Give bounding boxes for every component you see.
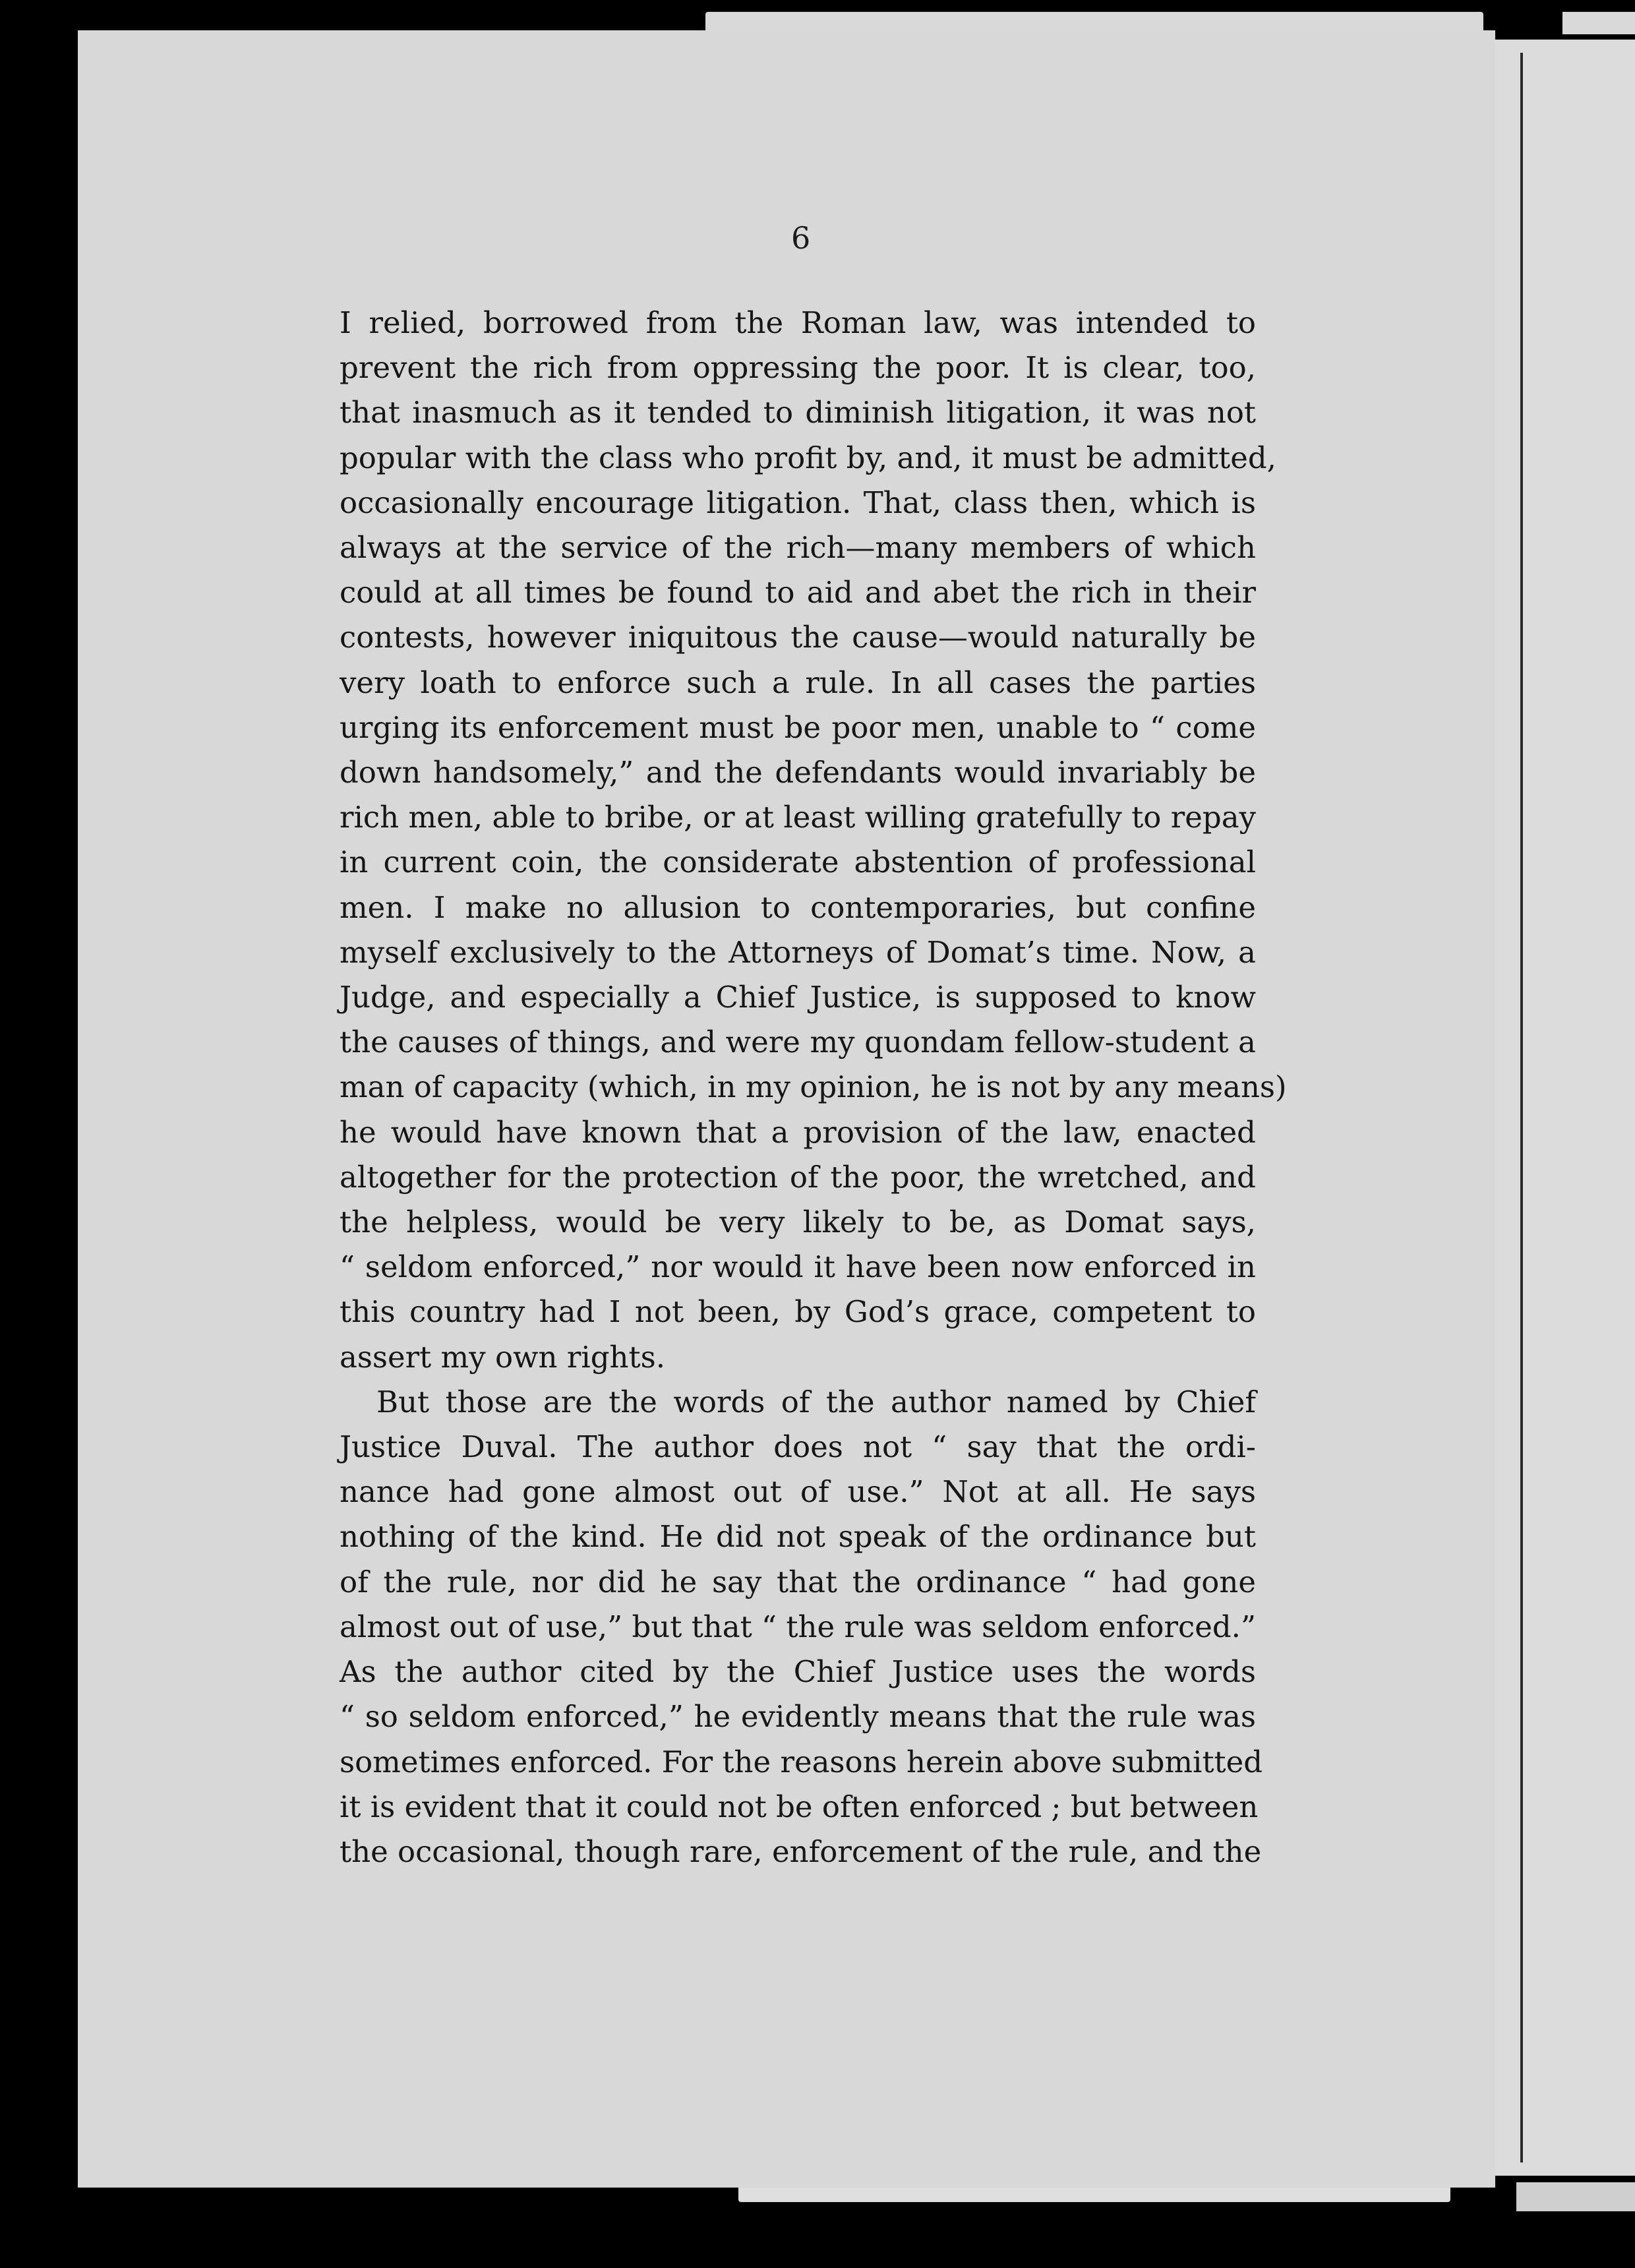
text-line: contests, however iniquitous the cause—would naturally be xyxy=(340,620,1256,655)
text-line: popular with the class who profit by, and, it must be admitted, xyxy=(340,440,1276,475)
text-line: the occasional, though rare, enforcement of the rule, and the xyxy=(340,1834,1262,1869)
text-line: the helpless, would be very likely to be, as Domat says, xyxy=(340,1205,1256,1240)
paragraph-1 xyxy=(340,301,1287,1380)
text-line: always at the service of the rich—many members of which xyxy=(340,530,1256,566)
text-line: Justice Duval. The author does not “ say that the ordi- xyxy=(340,1429,1256,1465)
text-line: myself exclusively to the Attorneys of Domat’s time. Now, a xyxy=(340,934,1256,970)
text-line: down handsomely,” and the defendants would invariably be xyxy=(340,755,1256,791)
page-number: 6 xyxy=(791,220,811,256)
text-line: “ so seldom enforced,” he evidently means that the rule was xyxy=(340,1699,1256,1735)
paragraph-2 xyxy=(340,1380,1263,1874)
text-line: prevent the rich from oppressing the poor. It is clear, too, xyxy=(340,350,1256,386)
text-line: could at all times be found to aid and abet the rich in their xyxy=(340,575,1256,611)
adjacent-page-right xyxy=(1495,40,1635,2176)
text-line: “ seldom enforced,” nor would it have been now enforced in xyxy=(340,1249,1256,1285)
text-line: he would have known that a provision of the law, enacted xyxy=(340,1114,1256,1150)
text-line: As the author cited by the Chief Justice uses the words xyxy=(340,1654,1256,1690)
text-line: nance had gone almost out of use.” Not at all. He says xyxy=(340,1474,1256,1510)
text-line: man of capacity (which, in my opinion, he is not by any means) xyxy=(340,1069,1287,1105)
text-line: sometimes enforced. For the reasons herein above submitted xyxy=(340,1744,1263,1779)
text-line: Judge, and especially a Chief Justice, is supposed to know xyxy=(340,980,1256,1015)
text-line: urging its enforcement must be poor men, unable to “ come xyxy=(340,709,1256,745)
page-fold-line xyxy=(1520,53,1523,2163)
text-line: that inasmuch as it tended to diminish litigation, it was not xyxy=(340,395,1256,431)
text-line: in current coin, the considerate abstention of professional xyxy=(340,845,1256,880)
text-line: rich men, able to bribe, or at least willing gratefully to repay xyxy=(340,800,1256,835)
text-line: this country had I not been, by God’s grace, competent to xyxy=(340,1294,1256,1330)
text-line: altogether for the protection of the poor, the wretched, and xyxy=(340,1159,1256,1195)
adjacent-page-corner-top xyxy=(1562,12,1635,34)
text-line: very loath to enforce such a rule. In all cases the parties xyxy=(340,665,1256,700)
text-line: occasionally encourage litigation. That, class then, which is xyxy=(340,485,1256,520)
adjacent-page-corner-bottom xyxy=(1516,2182,1635,2211)
text-line: almost out of use,” but that “ the rule was seldom enforced.” xyxy=(340,1609,1256,1644)
text-line: But those are the words of the author named by Chief xyxy=(376,1384,1256,1419)
text-line: the causes of things, and were my quondam fellow-student a xyxy=(340,1025,1256,1060)
body-text xyxy=(340,301,1287,1874)
text-line: of the rule, nor did he say that the ordinance “ had gone xyxy=(340,1564,1256,1599)
text-line: assert my own rights. xyxy=(340,1339,666,1375)
text-line: men. I make no allusion to contemporaries, but confine xyxy=(340,889,1256,925)
text-line: nothing of the kind. He did not speak of the ordinance but xyxy=(340,1519,1256,1555)
text-line: it is evident that it could not be often enforced ; but between xyxy=(340,1789,1259,1824)
text-line: I relied, borrowed from the Roman law, was intended to xyxy=(340,305,1256,340)
